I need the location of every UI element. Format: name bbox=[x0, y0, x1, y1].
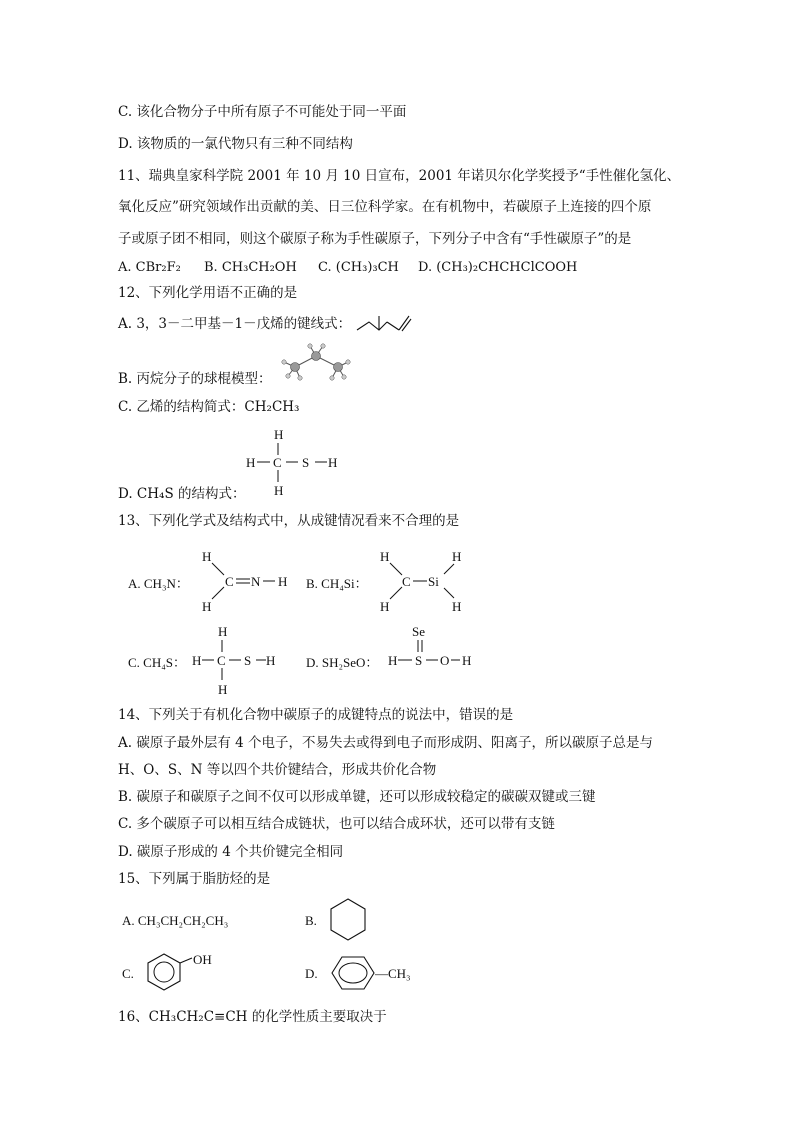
atom-h: H bbox=[192, 653, 202, 668]
q15-stem: 15、下列属于脂肪烃的是 bbox=[118, 871, 271, 887]
atom-h: H bbox=[462, 653, 472, 668]
atom-h: H bbox=[388, 653, 398, 668]
atom-c: C bbox=[225, 574, 234, 589]
q15-toluene bbox=[328, 955, 428, 991]
atom-se: Se bbox=[412, 624, 425, 639]
q13-stem: 13、下列化学式及结构式中，从成键情况看来不合理的是 bbox=[118, 513, 460, 529]
atom-s: S bbox=[415, 653, 423, 668]
atom-h: H bbox=[218, 624, 228, 639]
q15-option-b-label: B. bbox=[305, 913, 317, 928]
q14-option-c: C. 多个碳原子可以相互结合成链状，也可以结合成环状，还可以带有支链 bbox=[118, 816, 555, 832]
q13-option-d-structure bbox=[382, 622, 482, 674]
q12-option-b: B. 丙烷分子的球棍模型： bbox=[118, 371, 272, 387]
q12-option-c: C. 乙烯的结构简式：CH₂CH₃ bbox=[118, 399, 300, 415]
q14-option-b: B. 碳原子和碳原子之间不仅可以形成单键，还可以形成较稳定的碳碳双键或三键 bbox=[118, 789, 596, 805]
q13-option-a-label: A. CH₃N： bbox=[128, 576, 189, 591]
atom-h: H bbox=[452, 599, 462, 614]
q13-option-a-structure bbox=[198, 547, 298, 615]
atom-h: H bbox=[278, 574, 288, 589]
q12-stem: 12、下列化学用语不正确的是 bbox=[118, 285, 298, 301]
atom-h: H bbox=[202, 599, 212, 614]
q11-stem-line2: 氧化反应”研究领域作出贡献的美、日三位科学家。在有机物中，若碳原子上连接的四个原 bbox=[118, 199, 652, 215]
methyl-label: —CH₃ bbox=[375, 966, 411, 981]
atom-h: H bbox=[218, 682, 228, 697]
atom-h-right: H bbox=[328, 455, 338, 470]
q11-stem-line3: 子或原子团不相同，则这个碳原子称为手性碳原子，下列分子中含有“手性碳原子”的是 bbox=[118, 231, 632, 247]
q12-option-a: A. 3，3－二甲基－1－戊烯的键线式： bbox=[118, 316, 352, 332]
q12-skeletal-formula bbox=[355, 308, 415, 334]
q14-stem: 14、下列关于有机化合物中碳原子的成键特点的说法中，错误的是 bbox=[118, 707, 514, 723]
q11-option-d: D. (CH₃)₂CHCHClCOOH bbox=[418, 260, 578, 275]
q12-option-d: D. CH₄S 的结构式： bbox=[118, 486, 246, 502]
q15-phenol bbox=[146, 950, 226, 996]
q12-ball-stick-model bbox=[278, 340, 358, 382]
q15-option-a: A. CH₃CH₂CH₂CH₃ bbox=[122, 913, 229, 928]
q13-option-b-structure bbox=[374, 547, 474, 615]
q13-option-c-label: C. CH₄S： bbox=[128, 655, 186, 670]
atom-o: O bbox=[440, 653, 450, 668]
q15-option-c-label: C. bbox=[122, 966, 134, 981]
atom-h: H bbox=[202, 549, 212, 564]
q11-option-a: A. CBr₂F₂ bbox=[118, 260, 181, 275]
q14-option-a-line1: A. 碳原子最外层有 4 个电子，不易失去或得到电子而形成阴、阳离子，所以碳原子总是与 bbox=[118, 735, 654, 751]
atom-c: C bbox=[217, 653, 226, 668]
q14-option-a-line2: H、O、S、N 等以四个共价键结合，形成共价化合物 bbox=[118, 762, 437, 778]
q15-cyclohexane bbox=[328, 897, 368, 943]
hydroxyl-label: OH bbox=[193, 952, 212, 967]
q11-stem-line1: 11、瑞典皇家科学院 2001 年 10 月 10 日宣布，2001 年诺贝尔化学奖授予“手性催化氢化、 bbox=[118, 168, 681, 184]
atom-h: H bbox=[380, 549, 390, 564]
q13-option-d-label: D. SH₂SeO： bbox=[306, 655, 379, 670]
atom-c: C bbox=[402, 574, 411, 589]
atom-h-bottom: H bbox=[274, 483, 284, 498]
atom-c: C bbox=[273, 455, 282, 470]
atom-h: H bbox=[452, 549, 462, 564]
q11-option-b: B. CH₃CH₂OH bbox=[204, 260, 297, 275]
atom-h: H bbox=[266, 653, 276, 668]
q14-option-d: D. 碳原子形成的 4 个共价键完全相同 bbox=[118, 844, 344, 860]
q15-option-d-label: D. bbox=[305, 966, 318, 981]
q10-option-d: D. 该物质的一氯代物只有三种不同结构 bbox=[118, 136, 353, 152]
atom-s: S bbox=[244, 653, 252, 668]
atom-s: S bbox=[302, 455, 310, 470]
q12-ch4s-structure bbox=[240, 425, 350, 500]
q11-option-c: C. (CH₃)₃CH bbox=[318, 260, 399, 275]
atom-n: N bbox=[251, 574, 261, 589]
atom-si: Si bbox=[428, 574, 439, 589]
q10-option-c: C. 该化合物分子中所有原子不可能处于同一平面 bbox=[118, 104, 407, 120]
q13-option-c-structure bbox=[186, 622, 286, 697]
q13-option-b-label: B. CH₄Si： bbox=[306, 576, 368, 591]
atom-h-left: H bbox=[246, 455, 256, 470]
atom-h-top: H bbox=[274, 427, 284, 442]
atom-h: H bbox=[380, 599, 390, 614]
q16-stem: 16、CH₃CH₂C≡CH 的化学性质主要取决于 bbox=[118, 1009, 387, 1025]
